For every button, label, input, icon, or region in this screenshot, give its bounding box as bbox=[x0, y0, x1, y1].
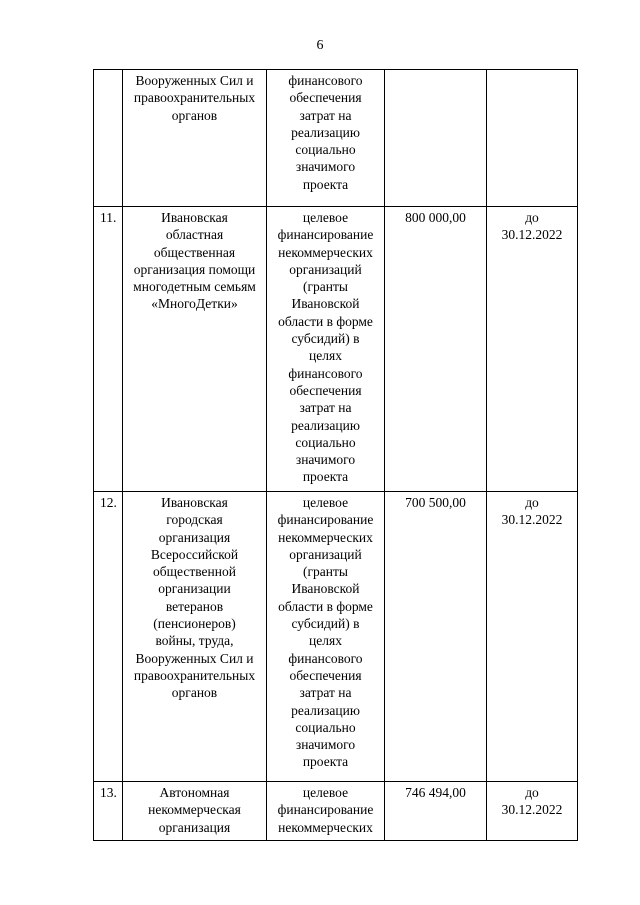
deadline-line: 30.12.2022 bbox=[501, 227, 563, 243]
purpose-line: реализацию bbox=[291, 124, 360, 140]
purpose-line: области в форме bbox=[278, 313, 373, 329]
purpose-line: затрат на bbox=[299, 107, 352, 123]
amount-cell: 700 500,00 bbox=[385, 492, 487, 782]
organization-line: организации bbox=[158, 581, 231, 597]
purpose-line: финансового bbox=[288, 365, 363, 381]
organization-line: организация bbox=[158, 819, 231, 835]
organization-line: «МногоДетки» bbox=[151, 296, 238, 312]
purpose-line: проекта bbox=[302, 469, 349, 485]
purpose-line: субсидий) в bbox=[291, 616, 360, 632]
amount-cell bbox=[385, 70, 487, 207]
purpose-line: целевое bbox=[302, 785, 349, 800]
purpose-line: Ивановской bbox=[291, 581, 360, 597]
row-number bbox=[94, 70, 123, 207]
row-number: 11. bbox=[94, 207, 123, 492]
purpose-line: (гранты bbox=[303, 279, 348, 295]
amount-cell: 746 494,00 bbox=[385, 782, 487, 841]
deadline-line: до bbox=[525, 495, 539, 510]
organization-cell bbox=[123, 70, 267, 207]
purpose-line: значимого bbox=[295, 452, 356, 468]
organization-cell bbox=[123, 492, 267, 782]
organization-line: войны, труда, bbox=[155, 633, 234, 649]
purpose-line: реализацию bbox=[291, 702, 360, 718]
deadline-cell bbox=[487, 492, 578, 782]
organization-cell bbox=[123, 207, 267, 492]
organization-line: организация помощи bbox=[133, 261, 256, 277]
organization-line: организация bbox=[158, 529, 231, 545]
organization-line: Вооруженных Сил и bbox=[135, 73, 254, 88]
organization-line: областная bbox=[165, 227, 224, 243]
row-number: 13. bbox=[94, 782, 123, 841]
purpose-line: социально bbox=[295, 434, 356, 450]
purpose-cell bbox=[267, 492, 385, 782]
purpose-line: (гранты bbox=[303, 564, 348, 580]
purpose-line: некоммерческих bbox=[278, 819, 373, 835]
purpose-line: целях bbox=[309, 633, 342, 649]
organization-line: правоохранительных bbox=[133, 667, 256, 683]
purpose-line: затрат на bbox=[299, 400, 352, 416]
organization-line: (пенсионеров) bbox=[153, 616, 236, 632]
purpose-line: проекта bbox=[302, 176, 349, 192]
purpose-line: затрат на bbox=[299, 685, 352, 701]
organization-line: правоохранительных bbox=[133, 90, 256, 106]
purpose-line: обеспечения bbox=[289, 90, 362, 106]
organization-line: Ивановская bbox=[161, 210, 228, 225]
purpose-cell bbox=[267, 70, 385, 207]
organization-line: Всероссийской bbox=[150, 546, 239, 562]
table-row bbox=[94, 207, 578, 492]
organization-line: ветеранов bbox=[165, 598, 224, 614]
purpose-line: некоммерческих bbox=[278, 529, 373, 545]
purpose-cell bbox=[267, 207, 385, 492]
purpose-line: финансирование bbox=[277, 802, 374, 818]
purpose-line: организаций bbox=[289, 261, 362, 277]
organization-line: органов bbox=[171, 685, 218, 701]
purpose-line: проекта bbox=[302, 754, 349, 770]
amount-cell: 800 000,00 bbox=[385, 207, 487, 492]
purpose-line: организаций bbox=[289, 546, 362, 562]
row-number: 12. bbox=[94, 492, 123, 782]
purpose-line: целевое bbox=[302, 210, 349, 225]
grants-table bbox=[93, 69, 578, 841]
deadline-cell bbox=[487, 207, 578, 492]
table-row bbox=[94, 782, 578, 841]
purpose-line: обеспечения bbox=[289, 382, 362, 398]
table-row bbox=[94, 492, 578, 782]
organization-line: Автономная bbox=[159, 785, 230, 800]
purpose-cell bbox=[267, 782, 385, 841]
organization-line: городская bbox=[166, 512, 223, 528]
organization-line: общественная bbox=[153, 244, 236, 260]
purpose-line: финансирование bbox=[277, 227, 374, 243]
organization-line: некоммерческая bbox=[148, 802, 241, 818]
purpose-line: социально bbox=[295, 719, 356, 735]
deadline-line: 30.12.2022 bbox=[501, 512, 563, 528]
purpose-line: целях bbox=[309, 348, 342, 364]
purpose-line: субсидий) в bbox=[291, 331, 360, 347]
deadline-line: до bbox=[525, 210, 539, 225]
purpose-line: некоммерческих bbox=[278, 244, 373, 260]
deadline-cell bbox=[487, 70, 578, 207]
purpose-line: финансирование bbox=[277, 512, 374, 528]
purpose-line: социально bbox=[295, 142, 356, 158]
purpose-line: финансового bbox=[288, 650, 363, 666]
purpose-line: Ивановской bbox=[291, 296, 360, 312]
purpose-line: финансового bbox=[288, 73, 363, 88]
organization-line: Вооруженных Сил и bbox=[135, 650, 254, 666]
purpose-line: значимого bbox=[295, 159, 356, 175]
organization-line: многодетным семьям bbox=[133, 279, 256, 295]
deadline-line: 30.12.2022 bbox=[501, 802, 563, 818]
deadline-line: до bbox=[525, 785, 539, 800]
purpose-line: области в форме bbox=[278, 598, 373, 614]
purpose-line: реализацию bbox=[291, 417, 360, 433]
organization-line: органов bbox=[171, 107, 218, 123]
purpose-line: обеспечения bbox=[289, 667, 362, 683]
purpose-line: целевое bbox=[302, 495, 349, 510]
page-number: 6 bbox=[316, 38, 324, 53]
deadline-cell bbox=[487, 782, 578, 841]
organization-line: общественной bbox=[153, 564, 236, 580]
organization-line: Ивановская bbox=[161, 495, 228, 510]
organization-cell bbox=[123, 782, 267, 841]
purpose-line: значимого bbox=[295, 737, 356, 753]
table-row bbox=[94, 70, 578, 207]
